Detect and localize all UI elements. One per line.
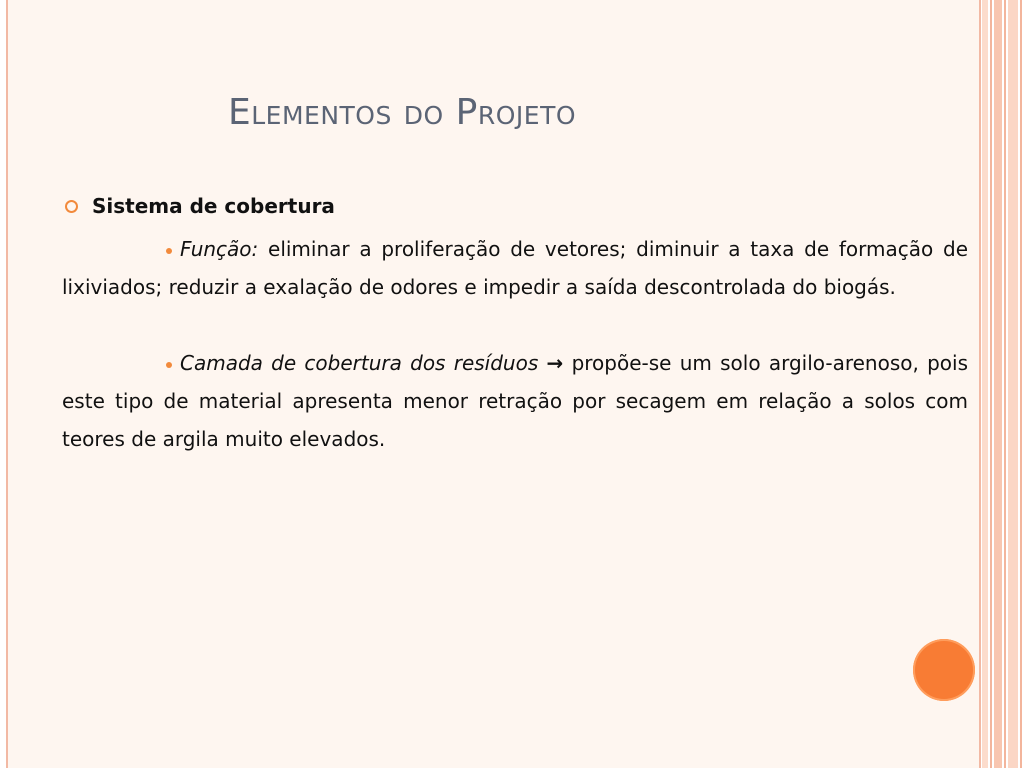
ring-bullet-icon bbox=[65, 200, 78, 213]
right-arrow-icon: → bbox=[546, 351, 564, 375]
decorative-stripe bbox=[1020, 0, 1022, 768]
decorative-circle bbox=[913, 639, 975, 701]
item-text: propõe-se um solo argilo-arenoso, pois este tipo de material apresenta menor retração por secagem em relação a solos com teores de argila muito elevados. bbox=[62, 351, 969, 451]
decorative-stripe bbox=[982, 0, 988, 768]
item-text: eliminar a proliferação de vetores; diminuir a taxa de formação de lixiviados; reduzir a exalação de odores e impedir a saída descontrolada do biogás. bbox=[62, 237, 968, 299]
decorative-stripe bbox=[990, 0, 992, 768]
item-label: Camada de cobertura dos resíduos bbox=[180, 351, 539, 375]
dot-bullet-icon bbox=[166, 248, 172, 254]
decorative-stripe bbox=[1008, 0, 1018, 768]
section-heading-text: Sistema de cobertura bbox=[92, 194, 335, 218]
decorative-stripe bbox=[1004, 0, 1006, 768]
dot-bullet-icon bbox=[166, 362, 172, 368]
decorative-stripe bbox=[994, 0, 1002, 768]
item-label: Função: bbox=[180, 237, 259, 261]
section-heading bbox=[62, 188, 968, 224]
slide-content bbox=[62, 188, 968, 458]
list-item bbox=[62, 344, 968, 458]
slide-title: Elementos do Projeto bbox=[228, 92, 577, 133]
list-item bbox=[62, 230, 968, 306]
